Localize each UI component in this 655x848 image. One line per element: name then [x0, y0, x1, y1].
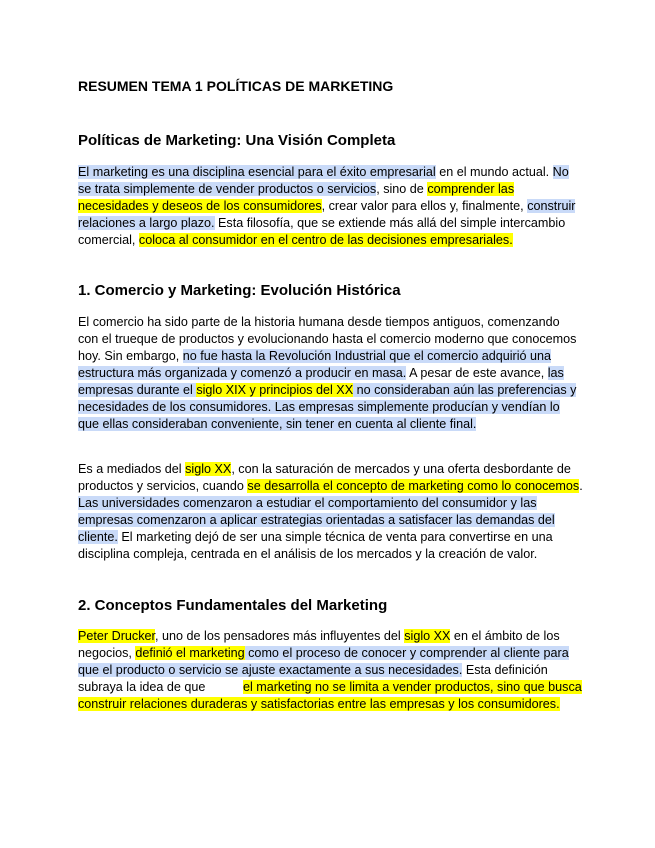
highlighted-text-yellow: definió el marketing [135, 646, 245, 660]
highlighted-text-yellow: siglo XIX y principios del XX [196, 383, 354, 397]
highlighted-text-yellow: el marketing no se limita a vender productos, sino que busca construir relaciones duraderas y satisfactorias entre las empresas y los consumidores. [78, 680, 582, 711]
highlighted-text-blue: las empresas durante el [78, 366, 564, 397]
text-run: en el mundo actual. [435, 165, 553, 179]
highlighted-text-blue: Las universidades comenzaron a estudiar el comportamiento del consumidor y las empresas comenzaron a aplicar estrategias orientadas a satisfacer las demandas del cliente. [78, 496, 555, 544]
text-run: Es a mediados del [78, 462, 186, 476]
section-heading: 1. Comercio y Marketing: Evolución Histórica [78, 282, 401, 299]
section-heading: Políticas de Marketing: Una Visión Completa [78, 132, 396, 149]
text-run: . [579, 479, 583, 493]
highlighted-text-blue: como el proceso de conocer y comprender al cliente para que el producto o servicio se ajuste exactamente a sus necesidades. [78, 646, 569, 677]
highlighted-text-yellow: coloca al consumidor en el centro de las decisiones empresariales. [138, 233, 513, 247]
highlighted-text-yellow: siglo XX [404, 629, 451, 643]
highlighted-text-yellow: siglo XX [185, 462, 232, 476]
paragraph [78, 628, 583, 713]
text-run: , crear valor para ellos y, finalmente, [321, 199, 528, 213]
document-title: RESUMEN TEMA 1 POLÍTICAS DE MARKETING [78, 78, 394, 94]
text-run: , con la saturación de mercados y una oferta desbordante de productos y servicios, cuando [78, 462, 571, 493]
text-run: El comercio ha sido parte de la historia humana desde tiempos antiguos, comenzando con el trueque de productos y evolucionando hasta el comercio moderno que conocemos hoy. Sin embargo, [78, 315, 577, 363]
text-run: Esta definición subraya la idea de que [78, 663, 548, 694]
highlighted-text-blue: No se trata simplemente de vender productos o servicios [78, 165, 569, 196]
text-run: en el ámbito de los negocios, [78, 629, 560, 660]
section-heading: 2. Conceptos Fundamentales del Marketing [78, 597, 388, 614]
paragraph [78, 164, 583, 249]
highlighted-text-blue: no consideraban aún las preferencias y necesidades de los consumidores. Las empresas simplemente producían y vendían lo que ellas consideraban conveniente, sin tener en cuenta al cliente final. [78, 383, 577, 431]
text-run: , uno de los pensadores más influyentes del [155, 629, 405, 643]
highlighted-text-yellow: Peter Drucker [78, 629, 155, 643]
highlighted-text-yellow: se desarrolla el concepto de marketing como lo conocemos [247, 479, 580, 493]
paragraph [78, 461, 583, 563]
highlighted-text-blue: no fue hasta la Revolución Industrial que el comercio adquirió una estructura más organizada y comenzó a producir en masa. [78, 349, 552, 380]
text-run: , sino de [376, 182, 428, 196]
text-run: A pesar de este avance, [406, 366, 548, 380]
paragraph [78, 314, 583, 433]
text-run: El marketing dejó de ser una simple técnica de venta para convertirse en una disciplina compleja, centrada en el análisis de los mercados y la creación de valor. [78, 530, 553, 561]
highlighted-text-yellow: comprender las necesidades y deseos de los consumidores [78, 182, 515, 213]
highlighted-text-blue: El marketing es una disciplina esencial para el éxito empresarial [78, 165, 436, 179]
highlighted-text-blue: construir relaciones a largo plazo. [78, 199, 576, 230]
text-run: Esta filosofía, que se extiende más allá del simple intercambio comercial, [78, 216, 566, 247]
